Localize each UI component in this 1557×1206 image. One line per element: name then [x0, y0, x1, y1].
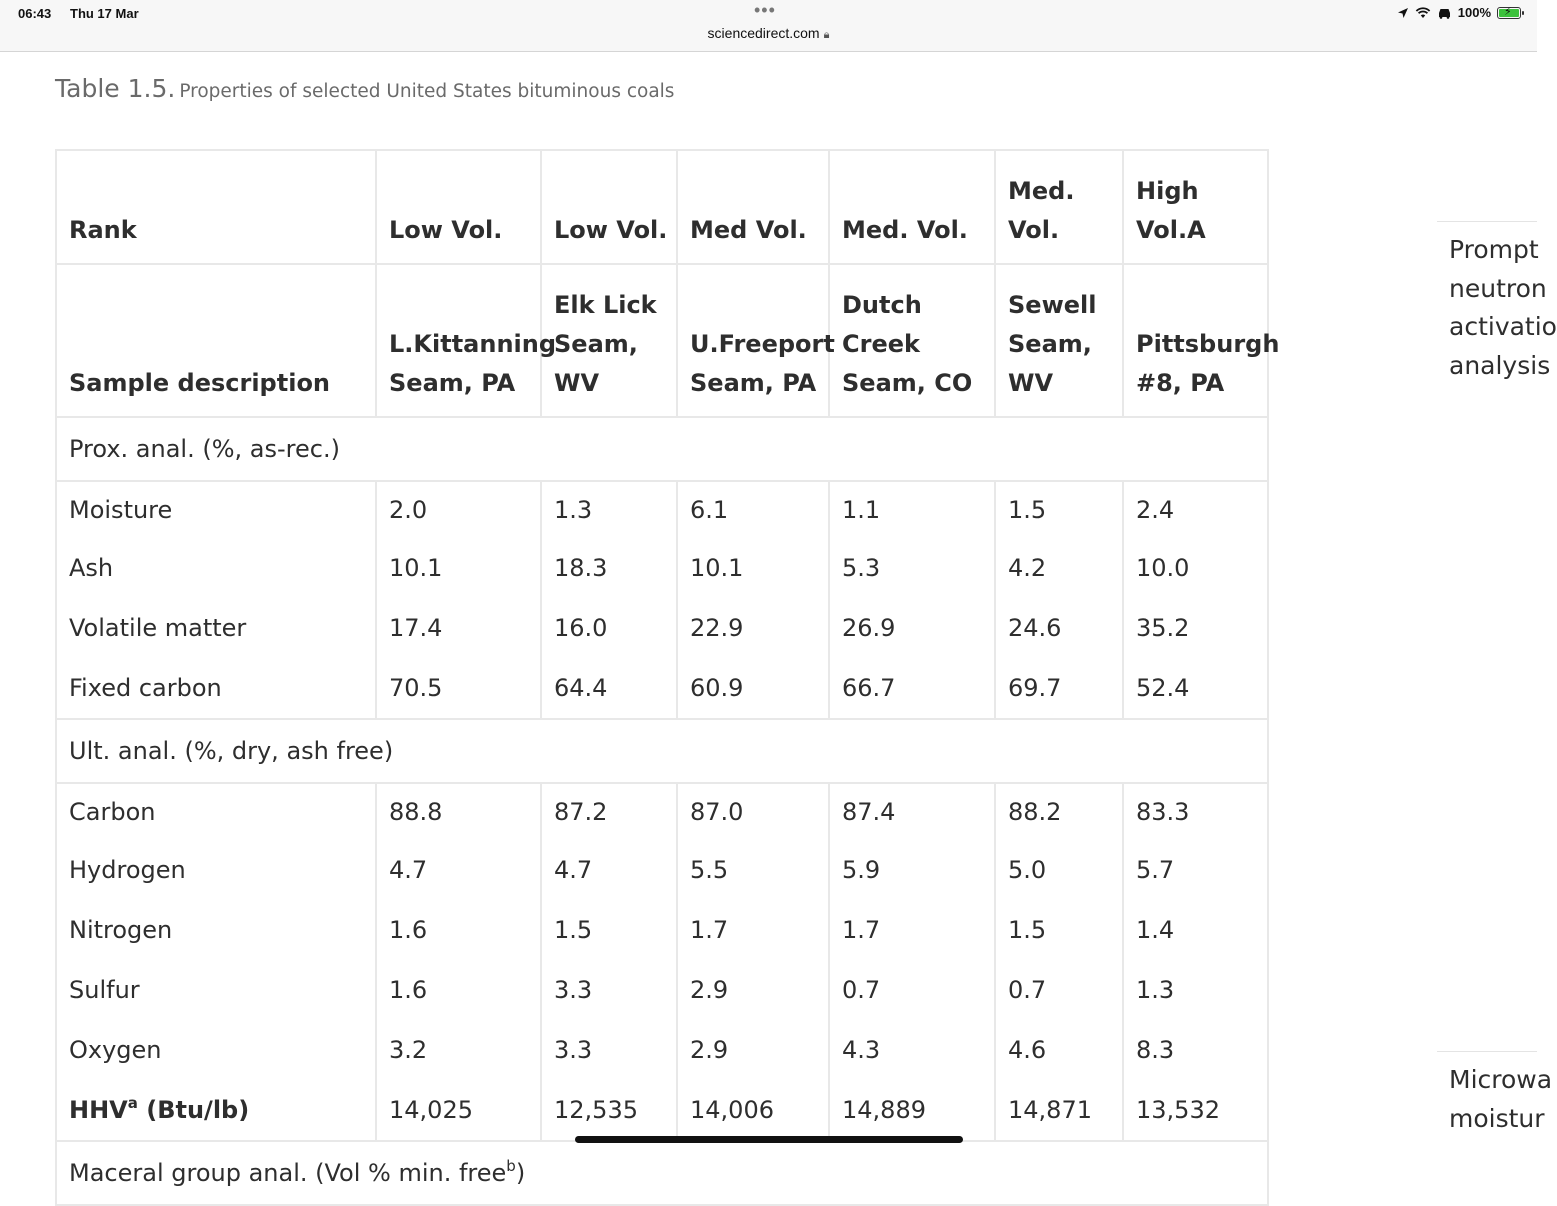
- table-cell: 22.9: [677, 598, 829, 658]
- table-row: [56, 900, 1268, 960]
- table-cell: 1.3: [541, 481, 677, 538]
- table-cell: 66.7: [829, 658, 995, 719]
- sample-cell: L.Kittanning Seam, PA: [376, 264, 541, 417]
- table-cell: 64.4: [541, 658, 677, 719]
- table-cell: 83.3: [1123, 783, 1268, 840]
- address-bar[interactable]: [0, 25, 1537, 42]
- table-row: [56, 783, 1268, 840]
- table-cell: 16.0: [541, 598, 677, 658]
- status-date: Thu 17 Mar: [70, 6, 139, 21]
- table-cell: 5.5: [677, 840, 829, 900]
- table-cell: 4.2: [995, 538, 1123, 598]
- outline-divider: [1437, 221, 1537, 222]
- table-cell: 1.5: [995, 900, 1123, 960]
- table-cell: 1.6: [376, 900, 541, 960]
- table-cell: 2.9: [677, 960, 829, 1020]
- table-cell: 88.8: [376, 783, 541, 840]
- table-cell: 24.6: [995, 598, 1123, 658]
- table-row: [56, 960, 1268, 1020]
- table-title: Properties of selected United States bituminous coals: [179, 81, 675, 102]
- sample-cell: Sewell Seam, WV: [995, 264, 1123, 417]
- table-cell: 5.9: [829, 840, 995, 900]
- battery-percent: 100%: [1457, 5, 1491, 20]
- table-cell: 87.4: [829, 783, 995, 840]
- row-label: Nitrogen: [56, 900, 376, 960]
- table-cell: 26.9: [829, 598, 995, 658]
- section-row-proximate: [56, 417, 1268, 481]
- outline-divider: [1437, 1051, 1537, 1052]
- table-row: [56, 538, 1268, 598]
- section-label: Prox. anal. (%, as-rec.): [56, 417, 1268, 481]
- table-cell: 1.7: [829, 900, 995, 960]
- location-icon: [1397, 7, 1409, 19]
- rank-cell: Med. Vol.: [829, 150, 995, 264]
- rank-cell: Med. Vol.: [995, 150, 1123, 264]
- rank-cell: Low Vol.: [376, 150, 541, 264]
- table-row: [56, 840, 1268, 900]
- table-cell: 4.7: [376, 840, 541, 900]
- section-label: Ult. anal. (%, dry, ash free): [56, 719, 1268, 783]
- sample-cell: Dutch Creek Seam, CO: [829, 264, 995, 417]
- table-cell: 88.2: [995, 783, 1123, 840]
- sample-cell: Pittsburgh #8, PA: [1123, 264, 1268, 417]
- table-cell: 1.5: [541, 900, 677, 960]
- table-caption: [55, 74, 674, 103]
- table-cell: 1.1: [829, 481, 995, 538]
- browser-status-bar: [0, 0, 1537, 52]
- table-cell: 14,006: [677, 1080, 829, 1141]
- more-dots-icon[interactable]: •••: [754, 0, 776, 20]
- table-cell: 2.0: [376, 481, 541, 538]
- table-cell: 60.9: [677, 658, 829, 719]
- row-label: Carbon: [56, 783, 376, 840]
- table-cell: 5.0: [995, 840, 1123, 900]
- wifi-icon: [1415, 7, 1431, 19]
- table-cell: 4.7: [541, 840, 677, 900]
- table-cell: 70.5: [376, 658, 541, 719]
- rank-header-row: [56, 150, 1268, 264]
- row-label: Volatile matter: [56, 598, 376, 658]
- table-cell: 13,532: [1123, 1080, 1268, 1141]
- section-label: Maceral group anal. (Vol % min. free$^b$): [56, 1141, 1268, 1205]
- sample-description-header: Sample description: [56, 264, 376, 417]
- table-cell: 69.7: [995, 658, 1123, 719]
- table-cell: 4.6: [995, 1020, 1123, 1080]
- table-cell: 3.3: [541, 1020, 677, 1080]
- rank-cell: Med Vol.: [677, 150, 829, 264]
- table-cell: 2.9: [677, 1020, 829, 1080]
- table-cell: 14,025: [376, 1080, 541, 1141]
- row-label: Oxygen: [56, 1020, 376, 1080]
- battery-charging-icon: ⚡︎: [1497, 7, 1521, 19]
- rank-header: Rank: [56, 150, 376, 264]
- outline-link-microwave-moisture[interactable]: Microwa moistur: [1449, 1065, 1553, 1133]
- table-number: Table 1.5.: [55, 74, 176, 103]
- table-cell: 8.3: [1123, 1020, 1268, 1080]
- url-text: sciencedirect.com: [707, 25, 820, 41]
- table-cell: 1.6: [376, 960, 541, 1020]
- table-cell: 10.1: [677, 538, 829, 598]
- table-row: [56, 1020, 1268, 1080]
- table-cell: 5.3: [829, 538, 995, 598]
- car-icon: [1437, 7, 1452, 19]
- rank-cell: High Vol.A: [1123, 150, 1268, 264]
- table-cell: 35.2: [1123, 598, 1268, 658]
- table-cell: 12,535: [541, 1080, 677, 1141]
- outline-link-prompt-neutron[interactable]: Prompt neutron activatio analysis: [1449, 235, 1557, 380]
- table-cell: 6.1: [677, 481, 829, 538]
- table-cell: 18.3: [541, 538, 677, 598]
- section-row-maceral: [56, 1141, 1268, 1205]
- table-cell: 10.1: [376, 538, 541, 598]
- table-row: [56, 598, 1268, 658]
- row-label: HHV$^a$ (Btu/lb): [56, 1080, 376, 1141]
- table-cell: 5.7: [1123, 840, 1268, 900]
- table-cell: 4.3: [829, 1020, 995, 1080]
- table-cell: 52.4: [1123, 658, 1268, 719]
- table-cell: 14,889: [829, 1080, 995, 1141]
- table-cell: 1.5: [995, 481, 1123, 538]
- row-label: Sulfur: [56, 960, 376, 1020]
- coal-properties-table: [55, 149, 1280, 1206]
- table-cell: 14,871: [995, 1080, 1123, 1141]
- rank-cell: Low Vol.: [541, 150, 677, 264]
- table-row: [56, 1080, 1268, 1141]
- row-label: Fixed carbon: [56, 658, 376, 719]
- table-row: [56, 658, 1268, 719]
- sample-header-row: [56, 264, 1268, 417]
- table-cell: 1.7: [677, 900, 829, 960]
- section-row-ultimate: [56, 719, 1268, 783]
- table-row: [56, 481, 1268, 538]
- table-cell: 3.2: [376, 1020, 541, 1080]
- table-cell: 87.0: [677, 783, 829, 840]
- table-cell: 1.4: [1123, 900, 1268, 960]
- sample-cell: Elk Lick Seam, WV: [541, 264, 677, 417]
- table-cell: 0.7: [995, 960, 1123, 1020]
- row-label: Ash: [56, 538, 376, 598]
- table-cell: 0.7: [829, 960, 995, 1020]
- table-cell: 10.0: [1123, 538, 1268, 598]
- table-cell: 2.4: [1123, 481, 1268, 538]
- table-cell: 17.4: [376, 598, 541, 658]
- row-label: Hydrogen: [56, 840, 376, 900]
- status-time: 06:43: [18, 6, 52, 21]
- table-cell: 1.3: [1123, 960, 1268, 1020]
- row-label: Moisture: [56, 481, 376, 538]
- home-indicator[interactable]: [575, 1136, 963, 1143]
- sample-cell: U.Freeport Seam, PA: [677, 264, 829, 417]
- table-cell: 87.2: [541, 783, 677, 840]
- status-icons: [1397, 5, 1521, 20]
- table-cell: 3.3: [541, 960, 677, 1020]
- lock-icon: 🔒︎: [823, 29, 830, 41]
